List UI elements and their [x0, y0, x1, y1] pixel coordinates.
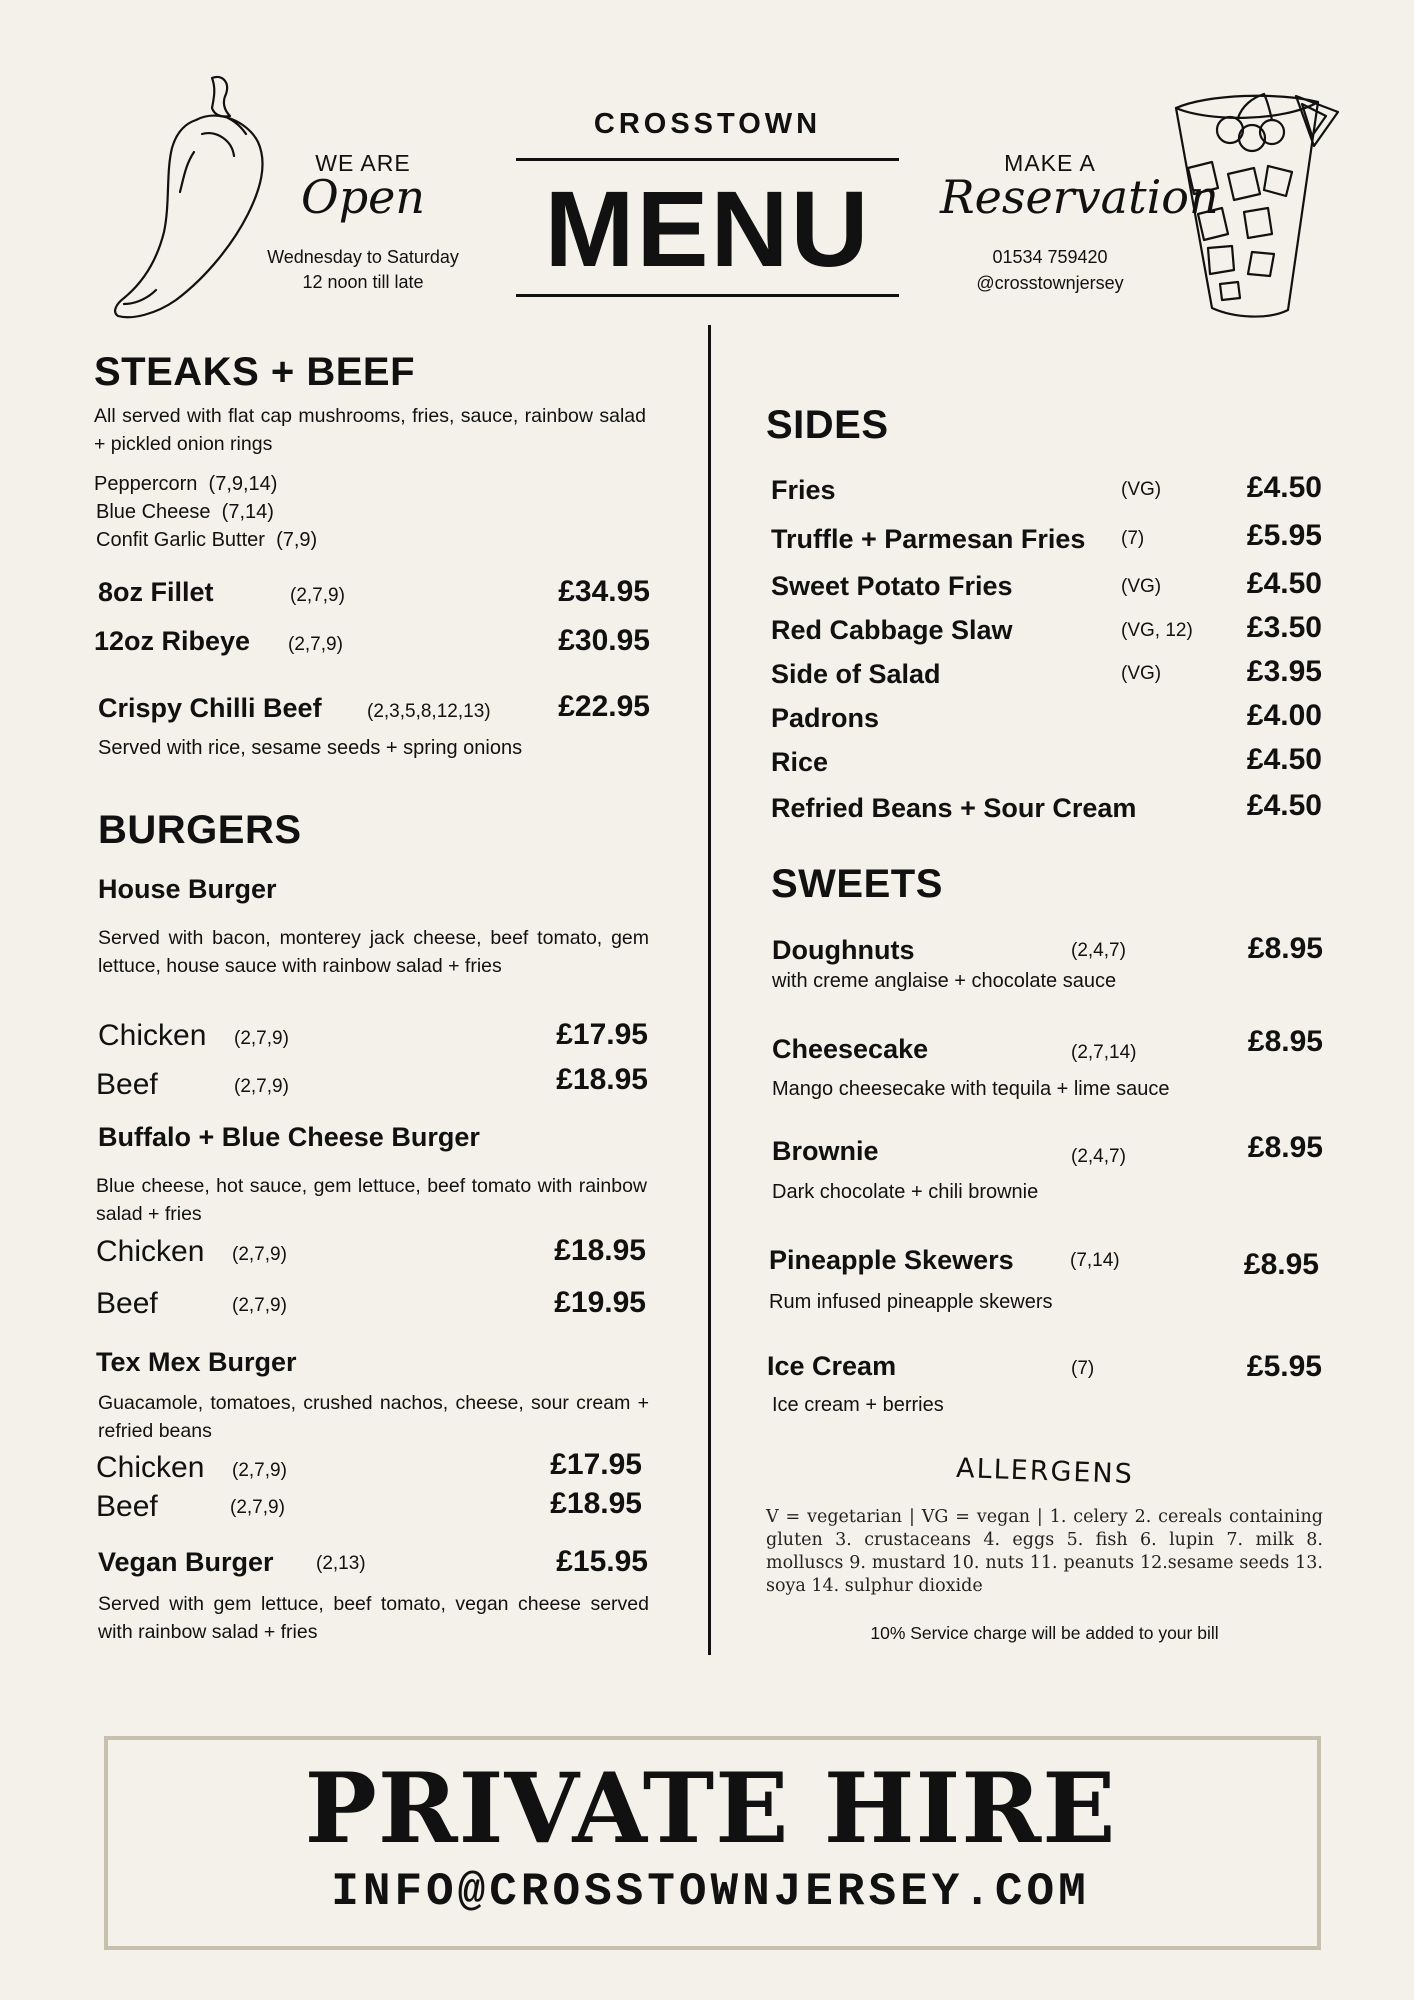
allergen-codes: (2,4,7) — [1071, 1146, 1126, 1167]
price: £4.50 — [1246, 471, 1322, 504]
option-name: Beef — [96, 1287, 158, 1320]
allergen-codes: (2,13) — [316, 1553, 366, 1574]
side-name: Fries — [771, 475, 836, 505]
price: £5.95 — [1246, 1350, 1322, 1383]
brand-name: CROSSTOWN — [593, 108, 822, 140]
price: £3.95 — [1246, 655, 1322, 688]
side-name: Truffle + Parmesan Fries — [771, 524, 1086, 554]
allergen-codes: (2,7,9) — [232, 1244, 287, 1265]
section-title-burgers: BURGERS — [98, 808, 302, 852]
side-name: Red Cabbage Slaw — [771, 615, 1013, 645]
option-name: Chicken — [96, 1451, 205, 1484]
section-title-steaks: STEAKS + BEEF — [94, 350, 416, 394]
price: £4.50 — [1246, 743, 1322, 776]
sweet-name: Doughnuts — [772, 935, 915, 965]
option-name: Beef — [96, 1490, 158, 1523]
price: £4.50 — [1246, 789, 1322, 822]
side-name: Sweet Potato Fries — [771, 571, 1013, 601]
side-name: Refried Beans + Sour Cream — [771, 793, 1137, 823]
allergen-codes: (VG) — [1121, 479, 1162, 500]
price: £22.95 — [558, 690, 650, 723]
price: £4.00 — [1246, 699, 1322, 732]
allergens-title: ALLERGENS — [955, 1452, 1135, 1491]
price: £30.95 — [558, 624, 650, 657]
allergen-codes: (2,7,9) — [234, 1076, 289, 1097]
sweet-name: Ice Cream — [767, 1351, 897, 1381]
allergen-codes: (2,7,14) — [1071, 1042, 1137, 1063]
sweet-name: Brownie — [772, 1136, 879, 1166]
section-title-sides: SIDES — [766, 403, 889, 447]
menu-title: MENU — [544, 168, 871, 289]
burger-description: Served with gem lettuce, beef tomato, vegan cheese served with rainbow salad + fries — [98, 1593, 649, 1643]
sweet-name: Pineapple Skewers — [769, 1245, 1014, 1275]
allergen-codes: (2,4,7) — [1071, 940, 1126, 961]
burger-name: Tex Mex Burger — [96, 1347, 297, 1377]
price: £5.95 — [1246, 519, 1322, 552]
private-hire-title: PRIVATE HIRE — [304, 1752, 1117, 1865]
price: £4.50 — [1246, 567, 1322, 600]
option-name: Chicken — [96, 1235, 205, 1268]
burger-description: Guacamole, tomatoes, crushed nachos, cheese, sour cream + refried beans — [98, 1392, 649, 1442]
open-script: Open — [300, 170, 425, 224]
steak-item-name: Crispy Chilli Beef — [98, 693, 322, 723]
price: £17.95 — [556, 1018, 648, 1051]
price: £18.95 — [550, 1487, 642, 1520]
price: £15.95 — [556, 1545, 648, 1578]
burger-name: Buffalo + Blue Cheese Burger — [98, 1122, 480, 1152]
option-name: Chicken — [98, 1019, 207, 1052]
allergen-codes: (2,7,9) — [290, 585, 345, 606]
allergen-codes: (2,7,9) — [232, 1460, 287, 1481]
allergen-codes: (7,14) — [1070, 1250, 1120, 1271]
option-name: Beef — [96, 1068, 158, 1101]
sweet-description: Rum infused pineapple skewers — [769, 1291, 1053, 1313]
side-name: Side of Salad — [771, 659, 941, 689]
burger-name: House Burger — [98, 874, 277, 904]
column-divider — [708, 325, 711, 1655]
item-note: Served with rice, sesame seeds + spring onions — [98, 737, 523, 759]
steak-item-name: 12oz Ribeye — [94, 626, 251, 656]
price: £18.95 — [556, 1063, 648, 1096]
allergen-codes: (2,7,9) — [230, 1497, 285, 1518]
allergen-codes: (2,7,9) — [288, 634, 343, 655]
sweet-description: Ice cream + berries — [772, 1394, 944, 1416]
open-hours: 12 noon till late — [302, 272, 424, 292]
steak-item-name: 8oz Fillet — [98, 577, 214, 607]
allergen-codes: (2,7,9) — [232, 1295, 287, 1316]
allergen-codes: (VG) — [1121, 576, 1162, 597]
price: £8.95 — [1247, 1131, 1323, 1164]
menu-rule-top — [516, 158, 899, 161]
allergen-codes: (7) — [1121, 528, 1145, 549]
open-days: Wednesday to Saturday — [267, 247, 459, 267]
sauce-item: Peppercorn (7,9,14) — [94, 473, 278, 495]
reserve-phone: 01534 759420 — [992, 247, 1108, 267]
price: £34.95 — [558, 575, 650, 608]
allergen-codes: (2,3,5,8,12,13) — [367, 701, 491, 722]
price: £3.50 — [1246, 611, 1322, 644]
sauce-item: Confit Garlic Butter (7,9) — [96, 529, 318, 551]
side-name: Padrons — [771, 703, 880, 733]
steaks-description: All served with flat cap mushrooms, fries, sauce, rainbow salad + pickled onion rings — [94, 405, 646, 455]
allergens-text: V = vegetarian | VG = vegan | 1. celery 2. cereals containing gluten 3. crustaceans 4. eggs 5. fish 6. lupin 7. milk 8. molluscs 9. mustard 10. nuts 11. peanuts 12.sesame seeds 13. soya 14. sulphur dioxide — [766, 1507, 1323, 1596]
sauce-item: Blue Cheese (7,14) — [96, 501, 274, 523]
sweet-name: Cheesecake — [772, 1034, 929, 1064]
burger-description: Served with bacon, monterey jack cheese, beef tomato, gem lettuce, house sauce with rainbow salad + fries — [98, 927, 649, 977]
private-hire-email[interactable]: INFO@CROSSTOWNJERSEY.COM — [331, 1866, 1090, 1918]
sweet-description: Mango cheesecake with tequila + lime sauce — [772, 1078, 1170, 1100]
menu-rule-bottom — [516, 294, 899, 297]
allergen-codes: (VG) — [1121, 663, 1162, 684]
allergen-codes: (VG, 12) — [1121, 620, 1193, 641]
burger-name: Vegan Burger — [98, 1547, 274, 1577]
price: £18.95 — [554, 1234, 646, 1267]
allergen-codes: (2,7,9) — [234, 1028, 289, 1049]
reserve-social: @crosstownjersey — [976, 273, 1124, 293]
reserve-script: Reservation — [940, 170, 1219, 224]
price: £8.95 — [1243, 1248, 1319, 1281]
sweet-description: with creme anglaise + chocolate sauce — [772, 970, 1117, 992]
price: £17.95 — [550, 1448, 642, 1481]
allergen-codes: (7) — [1071, 1358, 1095, 1379]
price: £8.95 — [1247, 932, 1323, 965]
sweet-description: Dark chocolate + chili brownie — [772, 1181, 1039, 1203]
section-title-sweets: SWEETS — [771, 862, 943, 906]
reserve-heading: MAKE A — [1004, 150, 1096, 176]
price: £8.95 — [1247, 1025, 1323, 1058]
burger-description: Blue cheese, hot sauce, gem lettuce, beef tomato with rainbow salad + fries — [96, 1175, 647, 1225]
side-name: Rice — [771, 747, 829, 777]
price: £19.95 — [554, 1286, 646, 1319]
service-charge-note: 10% Service charge will be added to your bill — [870, 1623, 1219, 1643]
open-heading: WE ARE — [315, 150, 411, 176]
cocktail-glass-icon — [1168, 88, 1353, 324]
